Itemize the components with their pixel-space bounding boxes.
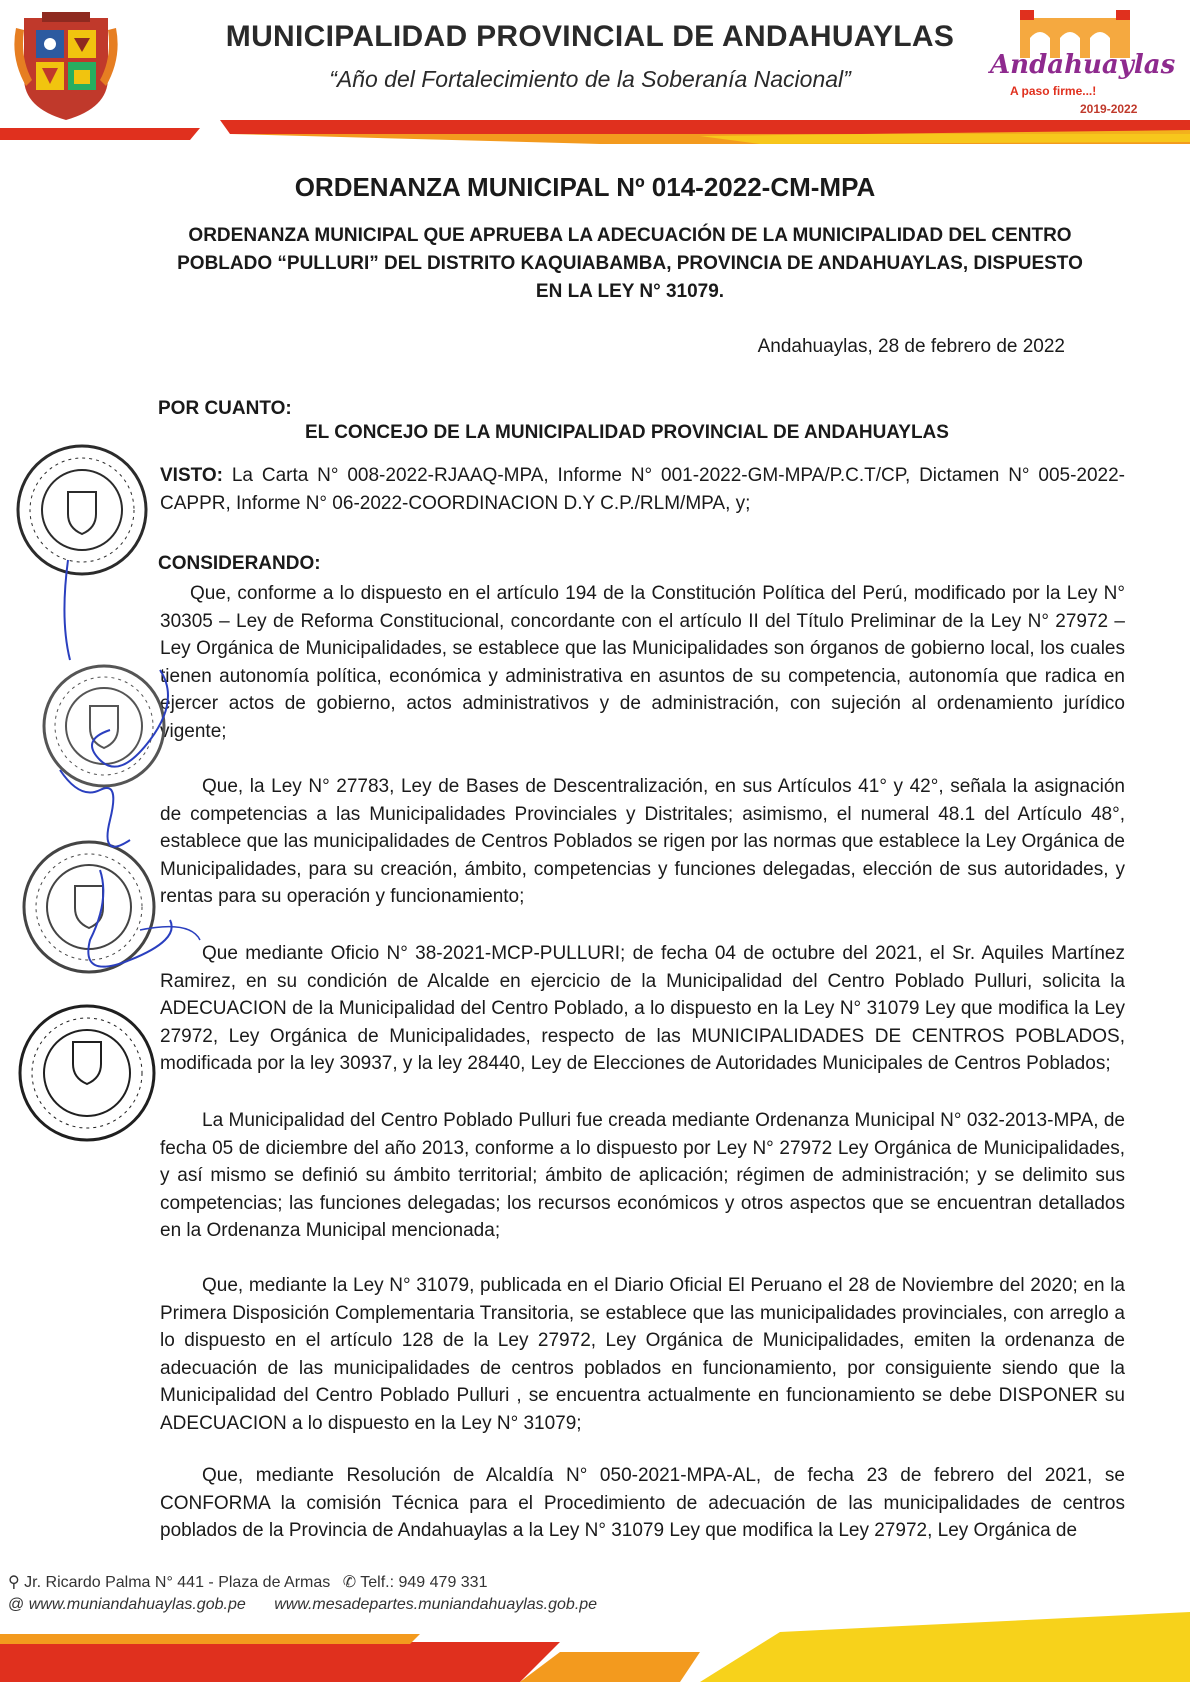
subtitle-line: POBLADO “PULLURI” DEL DISTRITO KAQUIABAMBA, PROVINCIA DE ANDAHUAYLAS, DISPUESTO <box>177 253 1083 274</box>
institution-name: MUNICIPALIDAD PROVINCIAL DE ANDAHUAYLAS <box>225 20 955 53</box>
handwritten-signatures <box>40 540 220 1060</box>
footer-contact-line <box>8 1572 487 1592</box>
visto-text: La Carta N° 008-2022-RJAAQ-MPA, Informe N° 001-2022-GM-MPA/P.C.T/CP, Dictamen N° 005-2022-CAPPR, Informe N° 06-2022-COORDINACION D.Y C.P./RLM/MPA, y; <box>160 465 1125 514</box>
location-pin-icon: ⚲ <box>8 1574 20 1591</box>
brand-wordmark: Andahuaylas <box>990 50 1176 80</box>
web-icon: @ <box>8 1596 25 1613</box>
considerando-label: CONSIDERANDO: <box>158 553 321 574</box>
paragraph: Que, conforme a lo dispuesto en el artículo 194 de la Constitución Política del Perú, modificado por la Ley N° 30305 – Ley de Reforma Constitucional, concordante con el artículo II del Título Preliminar de la Ley N° 27972 – Ley Orgánica de Municipalidades, se establece que las Municipalidades son órganos de gobierno local, los cuales tienen autonomía política, económica y administrativa en asuntos de su competencia, autonomía que radica en ejercer actos de gobierno, actos administrativos y de administración, con sujeción al ordenamiento jurídico vigente; <box>160 583 1125 742</box>
por-cuanto-label: POR CUANTO: <box>158 398 292 419</box>
andahuaylas-brand-logo <box>980 8 1176 120</box>
footer-website-link[interactable]: www.muniandahuaylas.gob.pe <box>28 1596 246 1613</box>
subtitle-line: EN LA LEY N° 31079. <box>535 281 725 302</box>
visto-paragraph <box>160 462 1125 517</box>
paragraph: Que, la Ley N° 27783, Ley de Bases de Descentralización, en sus Artículos 41° y 42°, señala la asignación de competencias a las Municipalidades Provinciales y Distritales; asimismo, el numeral 48.1 del Artículo 48°, establece que las municipalidades de Centros Poblados se rigen por las normas que establece la Ley Orgánica de Municipalidades, para su creación, ámbito, competencias y funciones delegadas, elección de sus autoridades, y rentas para su operación y funcionamiento; <box>160 776 1125 907</box>
paragraph: Que, mediante la Ley N° 31079, publicada en el Diario Oficial El Peruano el 28 de Noviembre del 2020; en la Primera Disposición Complementaria Transitoria, se establece que las municipalidades provinciales, con arreglo a lo dispuesto en el artículo 128 de la Ley 27972, Ley Orgánica de Municipalidades, emiten la ordenanza de adecuación de las municipalidades de centros poblados en funcionamiento, por consiguiente siendo que la Municipalidad del Centro Poblado Pulluri , se encuentra actualmente en funcionamiento se debe DISPONER su ADECUACION a lo dispuesto en la Ley N° 31079; <box>160 1275 1125 1434</box>
ordinance-subtitle <box>150 222 1110 306</box>
subtitle-line: ORDENANZA MUNICIPAL QUE APRUEBA LA ADECUACIÓN DE LA MUNICIPALIDAD DEL CENTRO <box>188 225 1072 246</box>
footer-address: Jr. Ricardo Palma N° 441 - Plaza de Armas <box>24 1574 331 1591</box>
concejo-heading: EL CONCEJO DE LA MUNICIPALIDAD PROVINCIAL DE ANDAHUAYLAS <box>305 422 949 443</box>
footer-color-bars <box>0 1612 1190 1682</box>
visto-label: VISTO: <box>160 465 223 486</box>
header-color-bars <box>0 118 1190 148</box>
ordinance-title: ORDENANZA MUNICIPAL Nº 014-2022-CM-MPA <box>294 172 876 202</box>
paragraph: Que mediante Oficio N° 38-2021-MCP-PULLURI; de fecha 04 de octubre del 2021, el Sr. Aquiles Martínez Ramirez, en su condición de Alcalde en ejercicio de la Municipalidad del Centro Poblado Pulluri, solicita la ADECUACION de la Municipalidad del Centro Poblado, a lo dispuesto en la Ley N° 31079 Ley que modifica la Ley 27972, Ley Orgánica de Municipalidades, respecto de las MUNICIPALIDADES DE CENTROS POBLADOS, modificada por la ley 30937, y la ley 28440, Ley de Elecciones de Autoridades Municipales de Centros Poblados; <box>160 943 1125 1074</box>
paragraph: Que, mediante Resolución de Alcaldía N° 050-2021-MPA-AL, de fecha 23 de febrero del 2021, se CONFORMA la comisión Técnica para el Procedimiento de adecuación de las municipalidades de centros poblados de la Provincia de Andahuaylas a la Ley N° 31079 Ley que modifica la Ley 27972, Ley Orgánica de <box>160 1465 1125 1541</box>
footer-phone: Telf.: 949 479 331 <box>360 1574 488 1591</box>
footer-mesa-partes-link[interactable]: www.mesadepartes.muniandahuaylas.gob.pe <box>274 1596 598 1613</box>
phone-icon: ✆ <box>342 1574 357 1591</box>
year-motto: “Año del Fortalecimiento de la Soberanía Nacional” <box>329 66 851 92</box>
brand-years: 2019-2022 <box>1080 102 1138 116</box>
brand-tagline: A paso firme...! <box>1010 84 1097 98</box>
municipal-coat-of-arms-logo <box>14 8 118 124</box>
document-date: Andahuaylas, 28 de febrero de 2022 <box>757 336 1065 357</box>
paragraph: La Municipalidad del Centro Poblado Pulluri fue creada mediante Ordenanza Municipal N° 032-2013-MPA, de fecha 05 de diciembre del año 2013, conforme a lo dispuesto por Ley N° 27972 Ley Orgánica de Municipalidades, y así mismo se definió su ámbito territorial; ámbito de aplicación; régimen de administración; y se delimito sus competencias; las funciones delegadas; los recursos económicos y otros aspectos que se encuentran detallados en la Ordenanza Municipal mencionada; <box>160 1110 1125 1241</box>
